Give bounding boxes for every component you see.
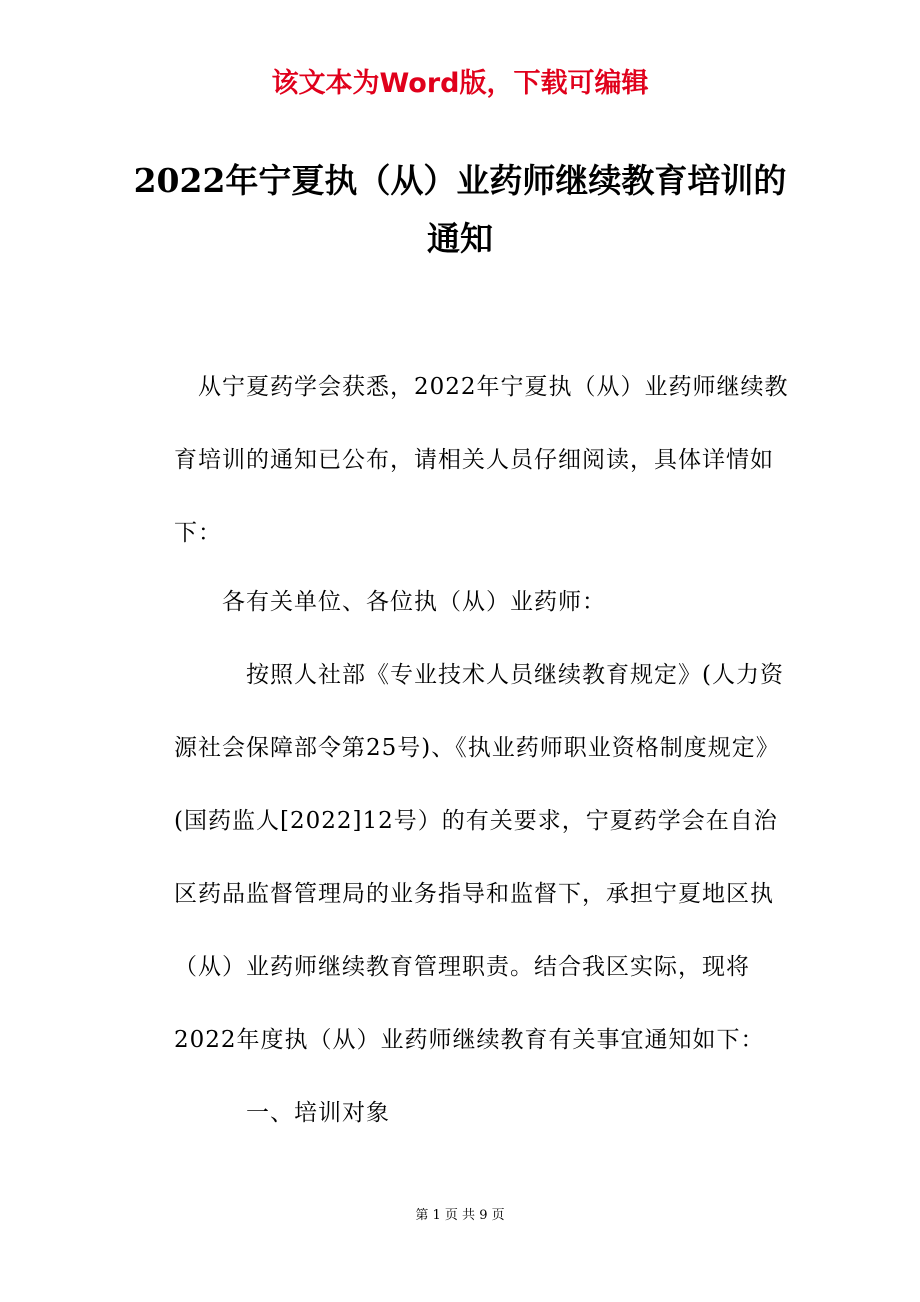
word-version-banner: 该文本为Word版，下载可编辑	[271, 68, 649, 99]
intro-paragraph: 从宁夏药学会获悉，2022年宁夏执（从）业药师继续教育培训的通知已公布，请相关人员仔细阅读，具体详情如下：	[174, 374, 789, 546]
page-number-footer: 第 1 页 共 9 页	[415, 1208, 505, 1223]
section-heading: 一、培训对象	[246, 1100, 390, 1126]
salutation-paragraph: 各有关单位、各位执（从）业药师：	[222, 589, 606, 615]
document-title: 2022年宁夏执（从）业药师继续教育培训的通知	[133, 161, 787, 258]
main-paragraph: 按照人社部《专业技术人员继续教育规定》(人力资源社会保障部令第25号)、《执业药师职业资格制度规定》(国药监人[2022]12号）的有关要求，宁夏药学会在自治区药品监督管理局的业务指导和监督下，承担宁夏地区执（从）业药师继续教育管理职责。结合我区实际，现将2022年度执（从）业药师继续教育有关事宜通知如下：	[174, 662, 784, 1053]
